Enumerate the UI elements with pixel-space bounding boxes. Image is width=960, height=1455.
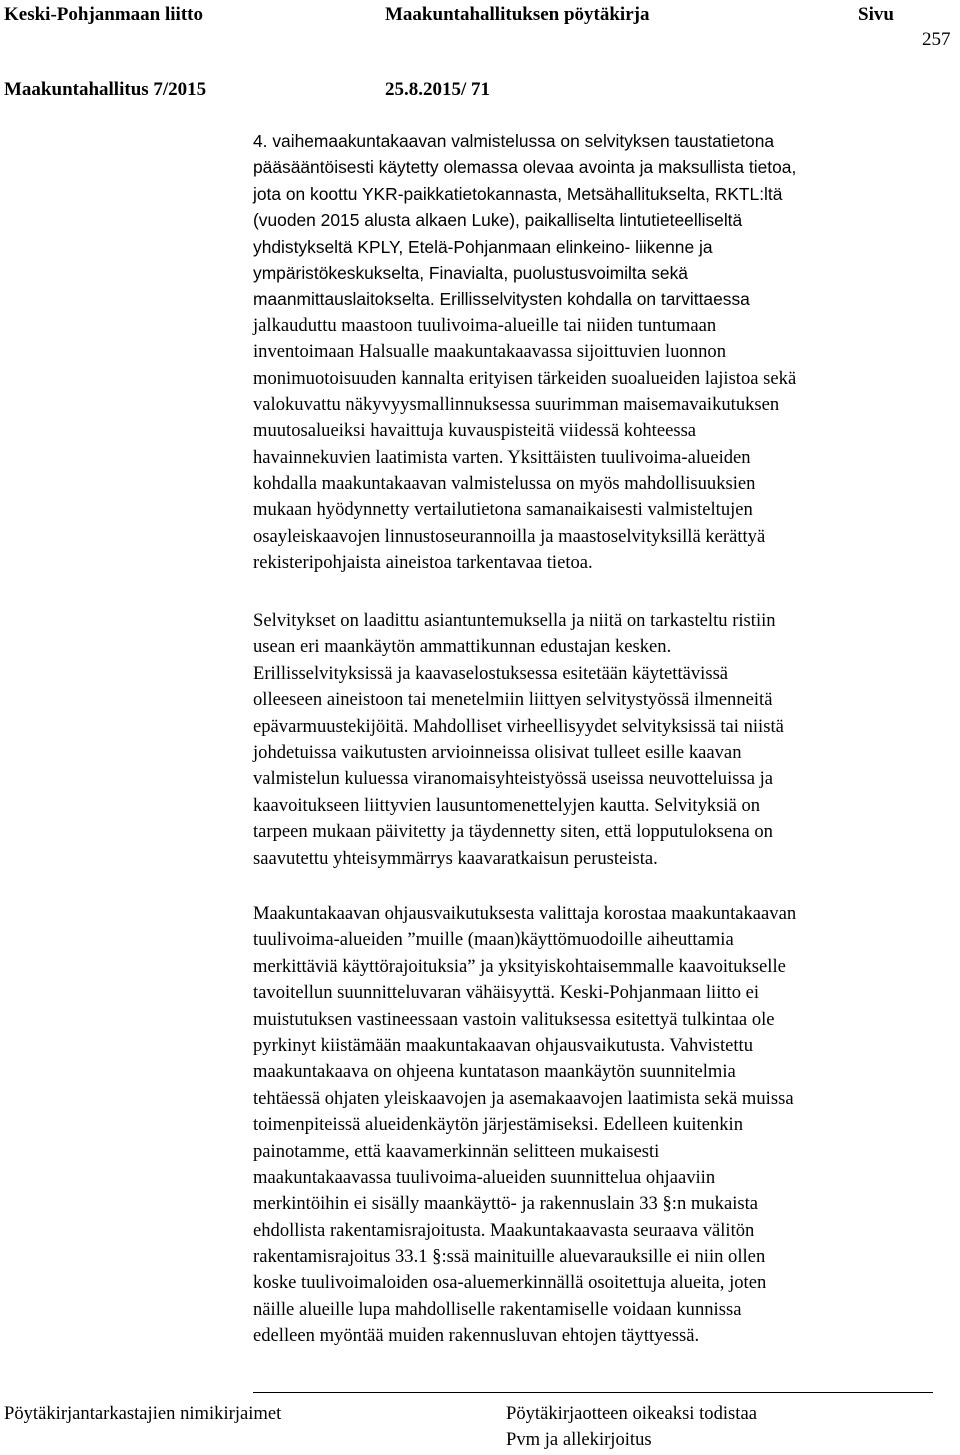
text-line: maanmittauslaitokselta. Erillisselvitysten kohdalla on tarvittaessa xyxy=(253,289,750,310)
footer-certification-label: Pöytäkirjaotteen oikeaksi todistaa xyxy=(506,1403,757,1424)
text-line: pääsääntöisesti käytetty olemassa olevaa avointa ja maksullista tietoa, xyxy=(253,157,797,178)
text-line: kohdalla maakuntakaavan valmistelussa on myös mahdollisuuksien xyxy=(253,473,756,495)
text-line: kaavoitukseen liittyvien lausuntomenettelyjen kautta. Selvityksiä on xyxy=(253,794,761,816)
text-line: rekisteripohjaista aineistoa tarkentavaa tietoa. xyxy=(253,552,593,574)
text-line: tuulivoima-alueiden ”muille (maan)käyttömuodoille aiheuttamia xyxy=(253,929,734,951)
text-line: koske tuulivoimaloiden osa-aluemerkinnällä osoitettuja alueita, joten xyxy=(253,1272,767,1294)
paragraph-1 xyxy=(253,128,953,577)
text-line: pyrkinyt kiistämään maakuntakaavan ohjausvaikutusta. Vahvistettu xyxy=(253,1034,754,1056)
text-line: epävarmuustekijöitä. Mahdolliset virheellisyydet selvityksissä tai niistä xyxy=(253,715,784,737)
text-line: olleeseen aineistoon tai menetelmiin liittyen selvitystyössä ilmenneitä xyxy=(253,689,773,711)
header-page-number: 257 xyxy=(922,29,951,50)
text-line: inventoimaan Halsualle maakuntakaavassa sijoittuvien luonnon xyxy=(253,341,726,363)
text-line: valokuvattu näkyvyysmallinnuksessa suurimman maisemavaikutuksen xyxy=(253,393,780,415)
text-line: maakuntakaava on ohjeena kuntatason maankäytön suunnitelmia xyxy=(253,1061,736,1083)
header-date-reference: 25.8.2015/ 71 xyxy=(385,79,491,100)
text-line: näille alueille lupa mahdolliselle rakentamiselle voidaan kunnissa xyxy=(253,1298,742,1320)
footer-divider xyxy=(253,1392,933,1393)
text-line: valmistelun kuluessa viranomaisyhteistyössä useissa neuvotteluissa ja xyxy=(253,768,774,790)
text-line: rakentamisrajoitus 33.1 §:ssä mainituille aluevarauksille ei niin ollen xyxy=(253,1246,766,1268)
text-line: mukaan hyödynnetty vertailutietona samanaikaisesti valmisteltujen xyxy=(253,499,753,521)
footer-date-signature-label: Pvm ja allekirjoitus xyxy=(506,1429,652,1450)
text-line: Erillisselvityksissä ja kaavaselostuksessa esitetään käytettävissä xyxy=(253,662,729,684)
paragraph-3 xyxy=(253,901,953,1350)
text-line: toimenpiteissä alueidenkäytön järjestämiseksi. Edelleen kuitenkin xyxy=(253,1114,744,1136)
text-line: osayleiskaavojen linnustoseurannoilla ja maastoselvityksillä kerättyä xyxy=(253,525,766,547)
text-line: monimuotoisuuden kannalta erityisen tärkeiden suoalueiden lajistoa sekä xyxy=(253,367,797,389)
text-line: ehdollista rakentamisrajoitusta. Maakuntakaavasta seuraava välitön xyxy=(253,1219,755,1241)
text-line: tavoitellun suunnitteluvaran vähäisyyttä. Keski-Pohjanmaan liitto ei xyxy=(253,982,760,1004)
footer-initials-label: Pöytäkirjantarkastajien nimikirjaimet xyxy=(4,1403,282,1424)
text-line: 4. vaihemaakuntakaavan valmistelussa on selvityksen taustatietona xyxy=(253,131,775,151)
header-organization: Keski-Pohjanmaan liitto xyxy=(4,4,203,25)
header-page-label: Sivu xyxy=(858,4,894,25)
paragraph-2 xyxy=(253,608,953,872)
text-line: painotamme, että kaavamerkinnän selitteen mukaisesti xyxy=(253,1140,660,1162)
text-line: (vuoden 2015 alusta alkaen Luke), paikalliselta lintutieteelliseltä xyxy=(253,210,743,231)
text-line: muutosalueiksi havaittuja kuvauspisteitä viidessä kohteessa xyxy=(253,420,697,442)
text-line: johdetuissa vaikutusten arvioinneissa olisivat tulleet esille kaavan xyxy=(253,741,742,763)
text-line: edelleen myöntää muiden rakennusluvan ehtojen täyttyessä. xyxy=(253,1325,700,1347)
text-line: usean eri maankäytön ammattikunnan edustajan kesken. xyxy=(253,636,672,658)
text-line: Maakuntakaavan ohjausvaikutuksesta valittaja korostaa maakuntakaavan xyxy=(253,903,797,924)
text-line: merkittäviä käyttörajoituksia” ja yksityiskohtaisemmalle kaavoitukselle xyxy=(253,955,786,977)
text-line: muistutuksen vastineessaan vastoin valituksessa esitettyä tulkintaa ole xyxy=(253,1008,775,1030)
text-line: tarpeen mukaan päivitetty ja täydennetty siten, että lopputuloksena on xyxy=(253,821,773,843)
text-line: ympäristökeskukselta, Finavialta, puolustusvoimilta sekä xyxy=(253,262,688,283)
header-meeting: Maakuntahallitus 7/2015 xyxy=(4,79,207,100)
text-line: tehtäessä ohjaten yleiskaavojen ja asemakaavojen laatimista sekä muissa xyxy=(253,1087,794,1109)
text-line: merkintöihin ei sisälly maankäyttö- ja rakennuslain 33 §:n mukaista xyxy=(253,1193,759,1215)
text-line: Selvitykset on laadittu asiantuntemuksella ja niitä on tarkasteltu ristiin xyxy=(253,610,776,631)
text-line: jota on koottu YKR-paikkatietokannasta, Metsähallitukselta, RKTL:ltä xyxy=(253,183,783,204)
text-line: saavutettu yhteisymmärrys kaavaratkaisun perusteista. xyxy=(253,847,658,869)
header-document-title: Maakuntahallituksen pöytäkirja xyxy=(385,4,650,25)
text-line: maakuntakaavassa tuulivoima-alueiden suunnittelua ohjaaviin xyxy=(253,1166,716,1188)
text-line: jalkauduttu maastoon tuulivoima-alueille tai niiden tuntumaan xyxy=(253,314,717,336)
text-line: yhdistykseltä KPLY, Etelä-Pohjanmaan elinkeino- liikenne ja xyxy=(253,236,713,257)
text-line: havainnekuvien laatimista varten. Yksittäisten tuulivoima-alueiden xyxy=(253,446,751,468)
